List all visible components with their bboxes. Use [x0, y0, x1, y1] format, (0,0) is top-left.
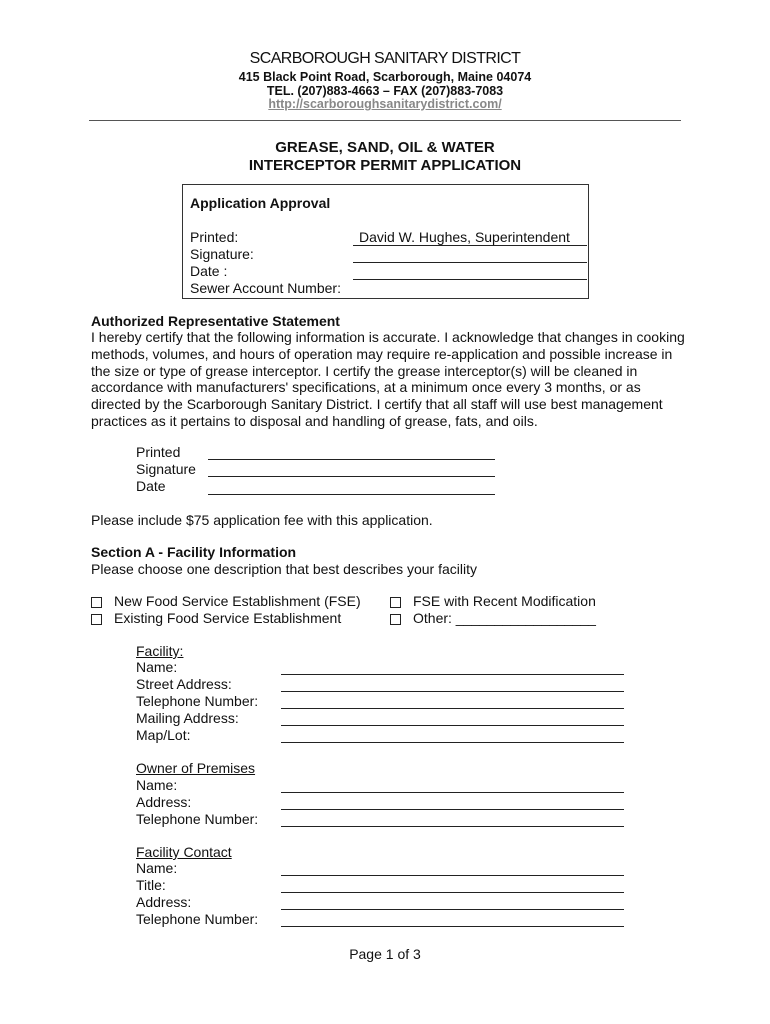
owner-name-label: Name: [136, 777, 178, 793]
statement-date-field[interactable] [208, 494, 495, 495]
owner-phone-field[interactable] [281, 826, 624, 827]
approval-date-label: Date : [190, 263, 228, 279]
owner-address-label: Address: [136, 794, 192, 810]
facility-street-field[interactable] [281, 691, 624, 692]
statement-line: methods, volumes, and hours of operation may require re-application and possible increase in [91, 345, 673, 362]
statement-signature-field[interactable] [208, 476, 495, 477]
facility-phone-field[interactable] [281, 708, 624, 709]
fee-note: Please include $75 application fee with this application. [91, 512, 433, 528]
contact-phone-field[interactable] [281, 926, 624, 927]
facility-street-label: Street Address: [136, 676, 232, 692]
section-a-instruction: Please choose one description that best describes your facility [91, 561, 477, 577]
facility-mailing-field[interactable] [281, 725, 624, 726]
checkbox-other[interactable] [390, 614, 401, 625]
header-divider [89, 120, 681, 121]
option-new-fse-label: New Food Service Establishment (FSE) [114, 593, 361, 609]
statement-heading: Authorized Representative Statement [91, 313, 340, 329]
facility-phone-label: Telephone Number: [136, 693, 259, 709]
facility-maplot-label: Map/Lot: [136, 727, 191, 743]
organization-url[interactable]: http://scarboroughsanitarydistrict.com/ [268, 97, 502, 111]
facility-maplot-field[interactable] [281, 742, 624, 743]
contact-phone-label: Telephone Number: [136, 911, 259, 927]
statement-printed-label: Printed [136, 444, 181, 460]
statement-signature-label: Signature [136, 461, 196, 477]
approval-heading: Application Approval [190, 195, 331, 211]
statement-line: the size or type of grease interceptor. I certify the grease interceptor(s) will be cleaned in [91, 362, 638, 379]
section-a-heading: Section A - Facility Information [91, 544, 297, 560]
statement-date-label: Date [136, 478, 166, 494]
facility-mailing-label: Mailing Address: [136, 710, 239, 726]
facility-name-field[interactable] [281, 674, 624, 675]
contact-address-field[interactable] [281, 909, 624, 910]
organization-name: SCARBOROUGH SANITARY DISTRICT [249, 50, 521, 67]
facility-name-label: Name: [136, 659, 178, 675]
page-number: Page 1 of 3 [349, 946, 421, 962]
contact-heading: Facility Contact [136, 844, 232, 860]
contact-name-field[interactable] [281, 875, 624, 876]
owner-heading: Owner of Premises [136, 760, 256, 776]
contact-address-label: Address: [136, 894, 192, 910]
checkbox-existing-fse[interactable] [91, 614, 102, 625]
contact-name-label: Name: [136, 860, 178, 876]
statement-line: accordance with manufacturers' specifications, at a minimum once every 3 months, or as [91, 379, 641, 396]
approval-printed-line [353, 245, 587, 246]
form-title-line1: GREASE, SAND, OIL & WATER [275, 139, 495, 156]
contact-title-field[interactable] [281, 892, 624, 893]
form-title-line2: INTERCEPTOR PERMIT APPLICATION [248, 157, 522, 174]
approval-signature-field[interactable] [353, 262, 587, 263]
owner-address-field[interactable] [281, 809, 624, 810]
approval-signature-label: Signature: [190, 246, 254, 262]
owner-phone-label: Telephone Number: [136, 811, 259, 827]
approval-printed-label: Printed: [190, 229, 239, 245]
approval-date-field[interactable] [353, 279, 587, 280]
approval-account-label: Sewer Account Number: [190, 280, 341, 296]
statement-line: practices as it pertains to disposal and handling of grease, fats, and oils. [91, 412, 538, 429]
option-fse-modification-label: FSE with Recent Modification [413, 593, 596, 609]
facility-heading: Facility: [136, 643, 184, 659]
organization-address: 415 Black Point Road, Scarborough, Maine 04074 [238, 70, 532, 84]
owner-name-field[interactable] [281, 792, 624, 793]
application-approval-box [182, 184, 589, 299]
checkbox-new-fse[interactable] [91, 597, 102, 608]
checkbox-fse-modification[interactable] [390, 597, 401, 608]
contact-title-label: Title: [136, 877, 166, 893]
organization-phone-fax: TEL. (207)883-4663 – FAX (207)883-7083 [266, 84, 504, 98]
statement-printed-field[interactable] [208, 459, 495, 460]
option-existing-fse-label: Existing Food Service Establishment [114, 610, 342, 626]
representative-statement [91, 313, 691, 430]
option-other-label: Other: __________________ [413, 610, 596, 626]
statement-line: I hereby certify that the following information is accurate. I acknowledge that changes in cooking [91, 329, 685, 345]
statement-line: directed by the Scarborough Sanitary District. I certify that all staff will use best management [91, 396, 663, 413]
approval-printed-value: David W. Hughes, Superintendent [359, 229, 570, 245]
